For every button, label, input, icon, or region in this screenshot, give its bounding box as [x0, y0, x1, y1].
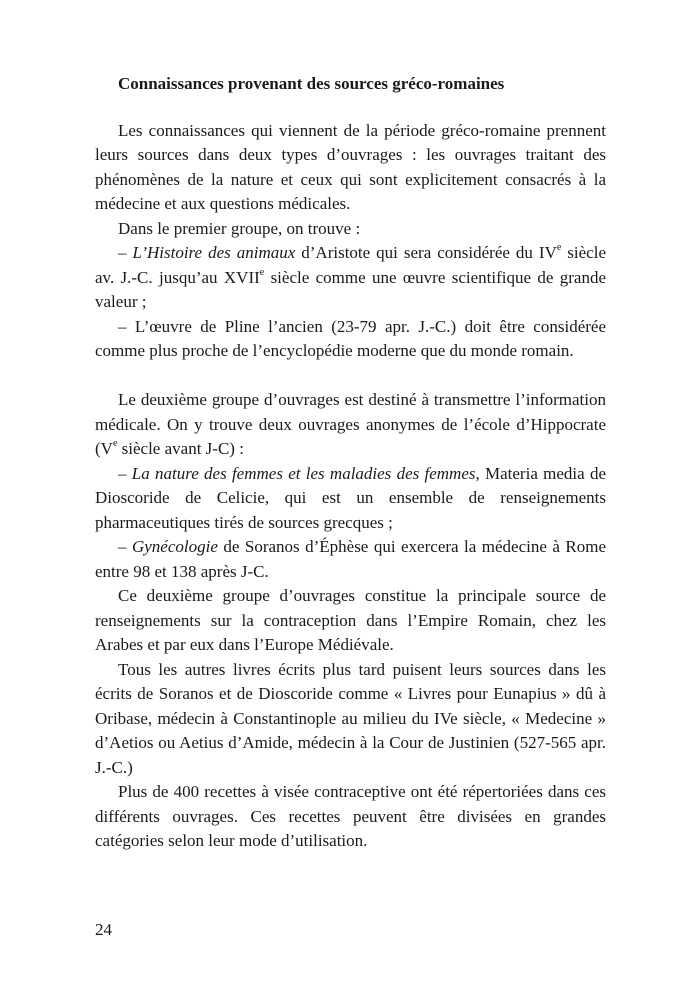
paragraph-recipes: Plus de 400 recettes à visée contraceptive ont été répertoriées dans ces différents ouvrages. Ces recettes peuvent être divisées en grandes catégories selon leur mode d’utilisation.	[95, 782, 606, 850]
superscript: e	[112, 438, 118, 450]
list-item-gynecologie	[95, 535, 606, 584]
text-segment: siècle avant J-C) :	[117, 439, 244, 458]
paragraph-gap	[95, 364, 606, 389]
text-segment: d’Aristote qui sera considérée du IV	[295, 243, 557, 262]
paragraph-second-group	[95, 388, 606, 462]
text-segment: de Soranos d’Éphèse qui exercera la médecine à Rome entre 98 et 138 après J-C.	[95, 537, 606, 581]
text-segment: siècle comme une œuvre scientifique de grande valeur ;	[95, 267, 606, 311]
page-number: 24	[95, 920, 112, 939]
paragraph-intro: Les connaissances qui viennent de la période gréco-romaine prennent leurs sources dans deux types d’ouvrages : les ouvrages traitant des phénomènes de la nature et ceux qui sont explicitement consacrés à la médecine et aux questions médicales.	[95, 120, 606, 213]
paragraph-first-group: Dans le premier groupe, on trouve :	[118, 218, 361, 238]
page-body	[95, 72, 606, 854]
list-item-aristote	[95, 241, 606, 315]
book-title-histoire-animaux: L’Histoire des animaux	[132, 243, 296, 262]
text-segment: siècle av. J.-C. jusqu’au XVII	[95, 243, 607, 287]
item-dash: –	[118, 243, 133, 262]
list-item-pline: – L’œuvre de Pline l’ancien (23-79 apr. J.-C.) doit être considérée comme plus proche de l’encyclopédie moderne que du monde romain.	[95, 316, 606, 360]
book-title-gynecologie: Gynécologie	[131, 537, 218, 556]
paragraph-contraception-source: Ce deuxième groupe d’ouvrages constitue la principale source de renseignements sur la contraception dans l’Empire Romain, chez les Arabes et par eux dans l’Europe Médiévale.	[95, 586, 606, 654]
item-dash: –	[118, 537, 132, 556]
text-segment: , Materia media de Dioscoride de Celicie, qui est un ensemble de renseignements pharmaceutiques tirés de sources grecques ;	[95, 463, 606, 532]
superscript: e	[259, 266, 265, 278]
text-segment: Le deuxième groupe d’ouvrages est destiné à transmettre l’information médicale. On y trouve deux ouvrages anonymes de l’école d’Hippocrate (V	[95, 390, 606, 458]
paragraph-later-books: Tous les autres livres écrits plus tard puisent leurs sources dans les écrits de Soranos et de Dioscoride comme « Livres pour Eunapius » dû à Oribase, médecin à Constantinople au milieu du IVe siècle, « Medecine » d’Aetios ou Aetius d’Amide, médecin à la Cour de Justinien (527-565 apr. J.-C.)	[95, 659, 606, 777]
book-title-nature-femmes: La nature des femmes et les maladies des femmes	[131, 463, 476, 483]
list-item-nature-femmes	[95, 462, 606, 536]
section-heading: Connaissances provenant des sources gréco-romaines	[118, 74, 505, 93]
superscript: e	[556, 242, 562, 254]
item-dash: –	[118, 463, 132, 483]
